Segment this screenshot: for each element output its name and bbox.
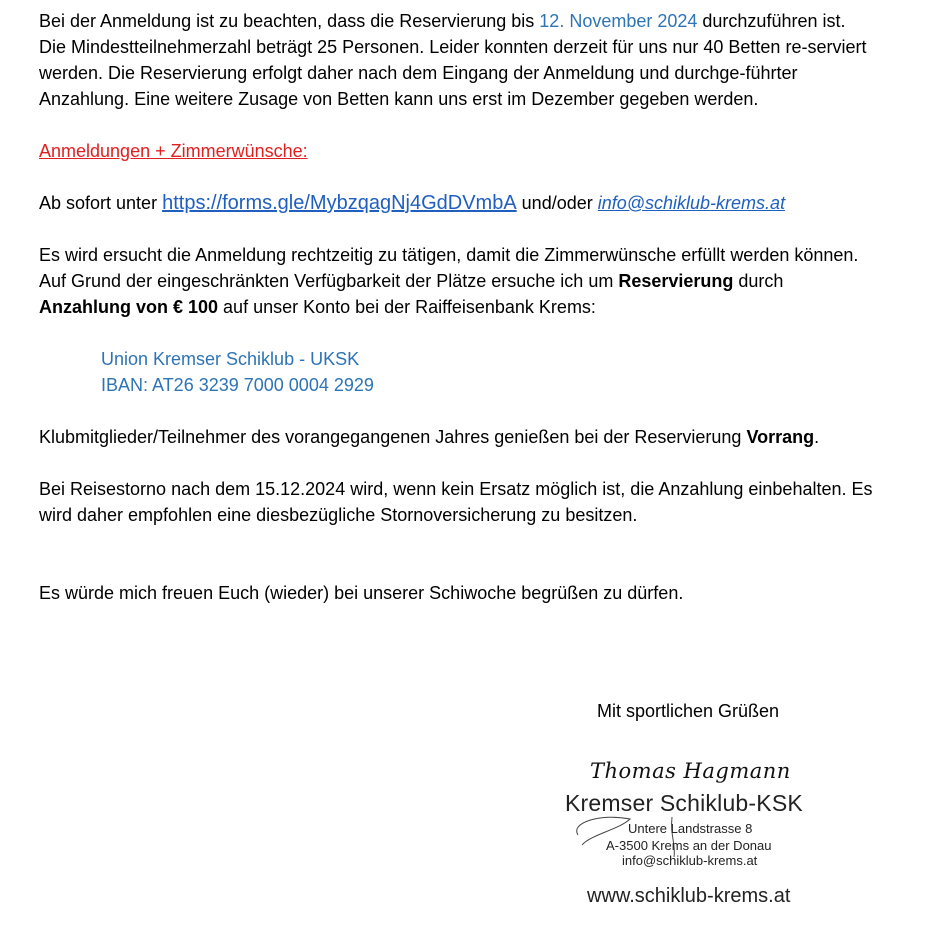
priority-paragraph xyxy=(39,424,879,450)
deadline-text: Bei der Anmeldung ist zu beachten, dass die Reservierung bis xyxy=(39,11,540,31)
priority-bold: Vorrang xyxy=(746,427,815,447)
letter-body xyxy=(39,8,879,606)
deposit-text: Es wird ersucht die Anmeldung rechtzeitig zu tätigen, damit die Zimmerwünsche erfüllt werden können. Auf Grund der eingeschränkten Verfügbarkeit der Plätze ersuche ich um xyxy=(39,245,859,291)
registration-paragraph xyxy=(39,190,879,216)
deposit-text-end: auf unser Konto bei der Raiffeisenbank Krems: xyxy=(218,297,596,317)
deadline-date: 12. November 2024 xyxy=(539,11,698,31)
deposit-text-mid: durch xyxy=(733,271,784,291)
stamp-street: Untere Landstrasse 8 xyxy=(628,821,753,836)
closing-greeting: Mit sportlichen Grüßen xyxy=(597,701,780,721)
bank-name: Union Kremser Schiklub - UKSK xyxy=(101,349,360,369)
deposit-bold-amount: Anzahlung von € 100 xyxy=(39,297,219,317)
stamp-email: info@schiklub-krems.at xyxy=(622,853,758,868)
stamp-website: www.schiklub-krems.at xyxy=(587,885,791,907)
registration-form-link[interactable]: https://forms.gle/MybzqagNj4GdDVmbA xyxy=(162,192,517,214)
registration-heading: Anmeldungen + Zimmerwünsche: xyxy=(39,141,308,161)
minimum-participants-paragraph: Die Mindestteilnehmerzahl beträgt 25 Personen. Leider konnten derzeit für uns nur 40 Betten re-serviert werden. Die Reservierung erfolgt daher nach dem Eingang der Anmeldung und durchge-führter Anzahlung. Eine weitere Zusage von Betten kann uns erst im Dezember gegeben werden. xyxy=(39,37,867,109)
stamp-city: A-3500 Krems an der Donau xyxy=(606,838,772,853)
deposit-paragraph xyxy=(39,242,879,320)
reservation-deadline-paragraph xyxy=(39,8,879,34)
stamp-club-name: Kremser Schiklub-KSK xyxy=(565,790,803,816)
priority-text-end: . xyxy=(814,427,820,447)
registration-text: Ab sofort unter xyxy=(39,193,163,213)
registration-email-link[interactable]: info@schiklub-krems.at xyxy=(597,193,786,213)
bank-iban: IBAN: AT26 3239 7000 0004 2929 xyxy=(101,375,374,395)
deadline-text-end: durchzuführen ist. xyxy=(697,11,846,31)
closing-sentence: Es würde mich freuen Euch (wieder) bei unserer Schiwoche begrüßen zu dürfen. xyxy=(39,583,684,603)
registration-and-or: und/oder xyxy=(516,193,598,213)
cancellation-paragraph: Bei Reisestorno nach dem 15.12.2024 wird, wenn kein Ersatz möglich ist, die Anzahlung einbehalten. Es wird daher empfohlen eine diesbezügliche Stornoversicherung zu besitzen. xyxy=(39,479,873,525)
deposit-bold-reservation: Reservierung xyxy=(618,271,734,291)
handwritten-signature: Thomas Hagmann xyxy=(590,759,791,783)
priority-text: Klubmitglieder/Teilnehmer des vorangegangenen Jahres genießen bei der Reservierung xyxy=(39,427,747,447)
